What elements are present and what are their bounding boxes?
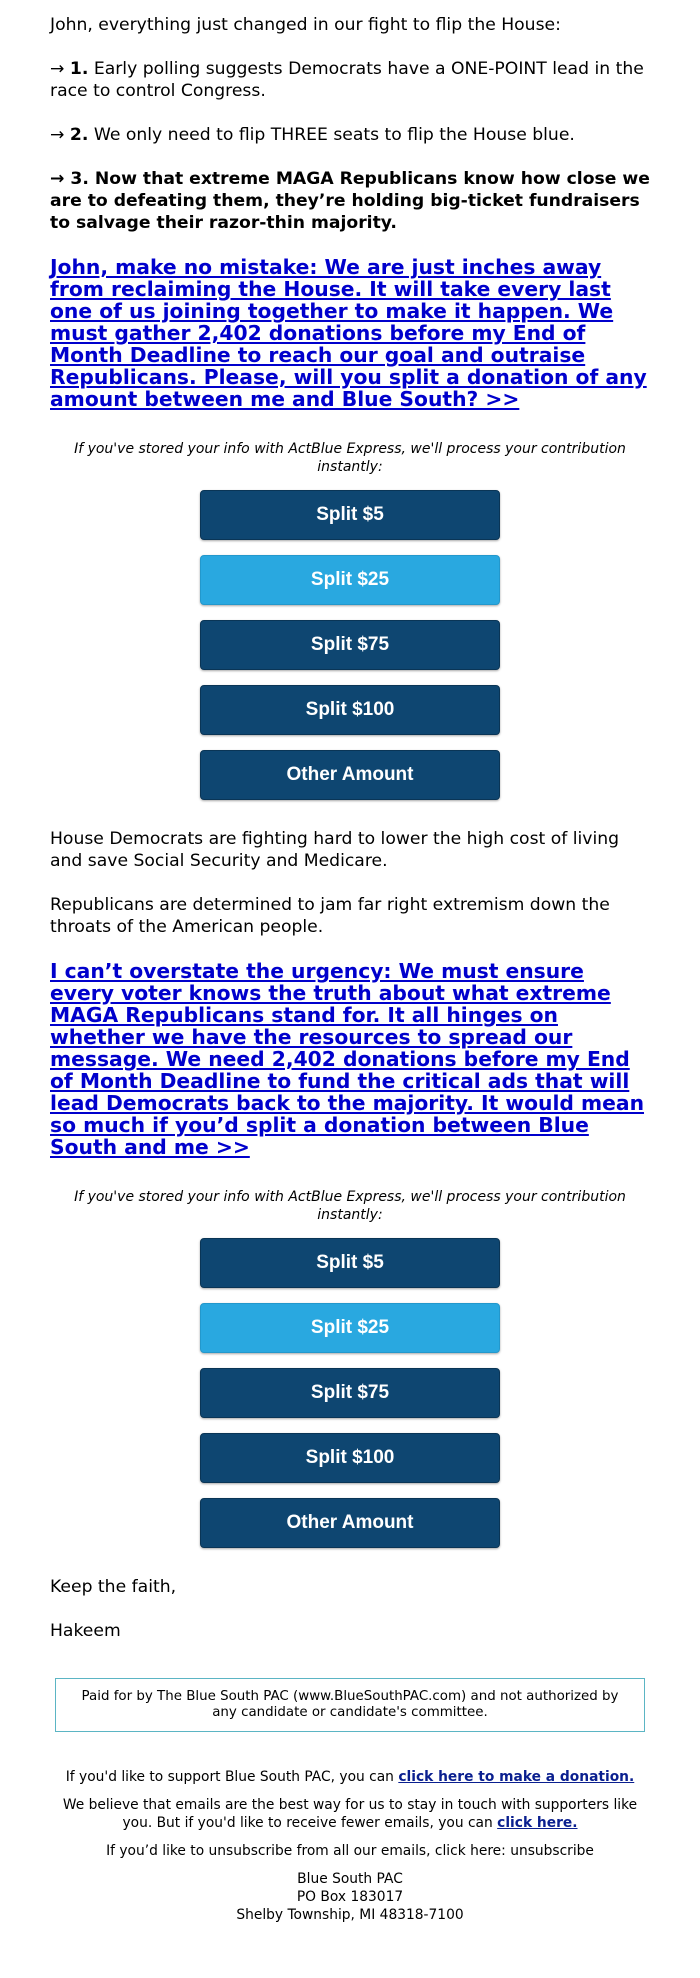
split-75-button[interactable]: Split $75 xyxy=(200,620,500,670)
point-text: Now that extreme MAGA Republicans know how close we are to defeating them, they’re holding big-ticket fundraisers to salvage their razor-thin majority. xyxy=(50,169,650,233)
point-number: 1. xyxy=(69,59,89,79)
footer-org: Blue South PAC xyxy=(297,1871,403,1887)
footer-unsubscribe[interactable]: If you’d like to unsubscribe from all our emails, click here: unsubscribe xyxy=(106,1843,594,1859)
arrow-icon: → xyxy=(50,59,65,79)
footer xyxy=(0,1732,700,1924)
point-text: Early polling suggests Democrats have a ONE-POINT lead in the race to control Congress. xyxy=(50,59,644,101)
button-group-2 xyxy=(50,1238,650,1563)
point-3 xyxy=(50,168,650,234)
footer-po-box: PO Box 183017 xyxy=(296,1889,404,1905)
split-75-button[interactable]: Split $75 xyxy=(200,1368,500,1418)
donation-link[interactable]: click here to make a donation. xyxy=(398,1769,635,1785)
footer-city: Shelby Township, MI 48318-7100 xyxy=(236,1907,464,1923)
paragraph-extremism: Republicans are determined to jam far right extremism down the throats of the American people. xyxy=(50,895,610,937)
footer-support-text: If you'd like to support Blue South PAC, you can xyxy=(65,1769,399,1785)
split-100-button[interactable]: Split $100 xyxy=(200,685,500,735)
donate-link-2[interactable]: I can’t overstate the urgency: We must ensure every voter knows the truth about what extreme MAGA Republicans stand for. It all hinges on whether we have the resources to spread our message. We need 2,402 donations before my End of Month Deadline to fund the critical ads that will lead Democrats back to the majority. It would mean so much if you’d split a donation between Blue South and me >> xyxy=(50,959,645,1159)
point-number: 2. xyxy=(69,125,89,145)
signoff: Keep the faith, xyxy=(50,1577,177,1597)
point-number: 3. xyxy=(70,169,89,189)
button-group-1 xyxy=(50,490,650,815)
arrow-icon: → xyxy=(50,125,65,145)
point-text: We only need to flip THREE seats to flip the House blue. xyxy=(88,125,575,145)
point-2 xyxy=(50,124,650,146)
donate-link-1[interactable]: John, make no mistake: We are just inches away from reclaiming the House. It will take every last one of us joining together to make it happen. We must gather 2,402 donations before my End of Month Deadline to reach our goal and outraise Republicans. Please, will you split a donation of any amount between me and Blue South? >> xyxy=(50,255,647,411)
footer-support xyxy=(60,1768,640,1786)
intro-text: John, everything just changed in our fight to flip the House: xyxy=(50,15,561,35)
split-100-button[interactable]: Split $100 xyxy=(200,1433,500,1483)
split-25-button[interactable]: Split $25 xyxy=(200,555,500,605)
footer-fewer-text: We believe that emails are the best way for us to stay in touch with supporters like you. But if you'd like to receive fewer emails, you can xyxy=(62,1797,638,1831)
actblue-note: If you've stored your info with ActBlue Express, we'll process your contribution instantly: xyxy=(74,1189,626,1223)
fewer-emails-link[interactable]: click here. xyxy=(497,1815,578,1831)
signature: Hakeem xyxy=(50,1621,121,1641)
split-5-button[interactable]: Split $5 xyxy=(200,490,500,540)
split-5-button[interactable]: Split $5 xyxy=(200,1238,500,1288)
paragraph-cost-of-living: House Democrats are fighting hard to lower the high cost of living and save Social Security and Medicare. xyxy=(50,829,620,871)
arrow-icon: → xyxy=(50,169,65,189)
split-25-button[interactable]: Split $25 xyxy=(200,1303,500,1353)
paid-for-disclaimer: Paid for by The Blue South PAC (www.BlueSouthPAC.com) and not authorized by any candidate or candidate's committee. xyxy=(55,1678,645,1732)
other-amount-button[interactable]: Other Amount xyxy=(200,750,500,800)
actblue-note: If you've stored your info with ActBlue Express, we'll process your contribution instantly: xyxy=(74,441,626,475)
point-1 xyxy=(50,58,650,102)
footer-fewer-emails xyxy=(60,1796,640,1832)
other-amount-button[interactable]: Other Amount xyxy=(200,1498,500,1548)
